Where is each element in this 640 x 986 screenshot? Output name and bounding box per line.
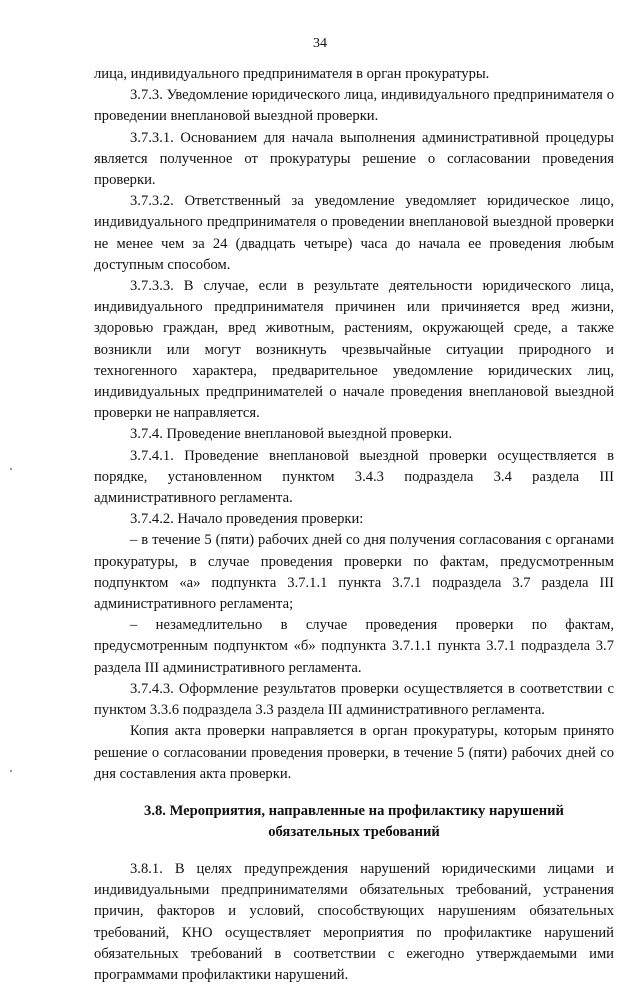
paragraph-3-7-4: 3.7.4. Проведение внеплановой выездной проверки. bbox=[130, 426, 453, 443]
paragraph-3-7-3-1: 3.7.3.1. Основанием для начала выполнения административной процедуры является полученное от прокуратуры решение о согласовании проведения проверки. bbox=[94, 129, 614, 189]
paragraph-3-7-3-3: 3.7.3.3. В случае, если в результате деятельности юридического лица, индивидуального предпринимателя причинен или причиняется вред жизни, здоровью граждан, вред животным, растениям, окружающей среде, а также возникли или могут возникнуть чрезвычайные ситуации природного и техногенного характера, предварительное уведомление юридических лиц, индивидуальных предпринимателей о начале проведения внеплановой выездной проверки не направляется. bbox=[94, 278, 614, 422]
section-heading-line-2: обязательных требований bbox=[268, 823, 440, 840]
paragraph-3-7-3: 3.7.3. Уведомление юридического лица, индивидуального предпринимателя о проведении внеплановой выездной проверки. bbox=[94, 87, 614, 125]
paragraph-3-7-3-2: 3.7.3.2. Ответственный за уведомление уведомляет юридическое лицо, индивидуального предпринимателя о проведении внеплановой выездной проверки не менее чем за 24 (двадцать четыре) часа до начала ее проведения любым доступным способом. bbox=[94, 193, 614, 273]
scan-mark bbox=[10, 468, 12, 470]
paragraph-3-7-4-3: 3.7.4.3. Оформление результатов проверки осуществляется в соответствии с пунктом 3.3.6 подраздела 3.3 раздела III административного регламента. bbox=[94, 680, 614, 719]
paragraph-3-8-1: 3.8.1. В целях предупреждения нарушений юридическими лицами и индивидуальными предпринимателями обязательных требований, устранения причин, факторов и условий, способствующих нарушениям обязательных требований, КНО осуществляет мероприятия по профилактике нарушений обязательных требований в соответствии с ежегодно утверждаемыми ими программами профилактики нарушений. bbox=[94, 860, 614, 983]
page-number: 34 bbox=[313, 36, 327, 51]
paragraph-3-7-4-1: 3.7.4.1. Проведение внеплановой выездной проверки осуществляется в порядке, установленном пунктом 3.4.3 подраздела 3.4 раздела III административного регламента. bbox=[94, 447, 614, 507]
paragraph-act-copy: Копия акта проверки направляется в орган прокуратуры, которым принято решение о согласовании проведения проверки, в течение 5 (пяти) рабочих дней со дня составления акта проверки. bbox=[94, 723, 614, 782]
list-item-dash-1: – в течение 5 (пяти) рабочих дней со дня получения согласования с органами прокуратуры, в случае проведения проверки по фактам, предусмотренным подпунктом «а» подпункта 3.7.1.1 пункта 3.7.1 подраздела 3.7 раздела III административного регламента; bbox=[94, 532, 614, 613]
paragraph-continuation: лица, индивидуального предпринимателя в орган прокуратуры. bbox=[94, 66, 490, 82]
paragraph-3-7-4-2: 3.7.4.2. Начало проведения проверки: bbox=[130, 511, 364, 528]
document-body bbox=[94, 64, 614, 986]
list-item-dash-2: – незамедлительно в случае проведения проверки по фактам, предусмотренным подпунктом «б» подпункта 3.7.1.1 пункта 3.7.1 подраздела 3.7 раздела III административного регламента. bbox=[94, 617, 614, 676]
section-heading-line-1: 3.8. Мероприятия, направленные на профилактику нарушений bbox=[144, 802, 564, 819]
scan-mark bbox=[10, 770, 12, 772]
section-heading-3-8 bbox=[94, 801, 614, 843]
